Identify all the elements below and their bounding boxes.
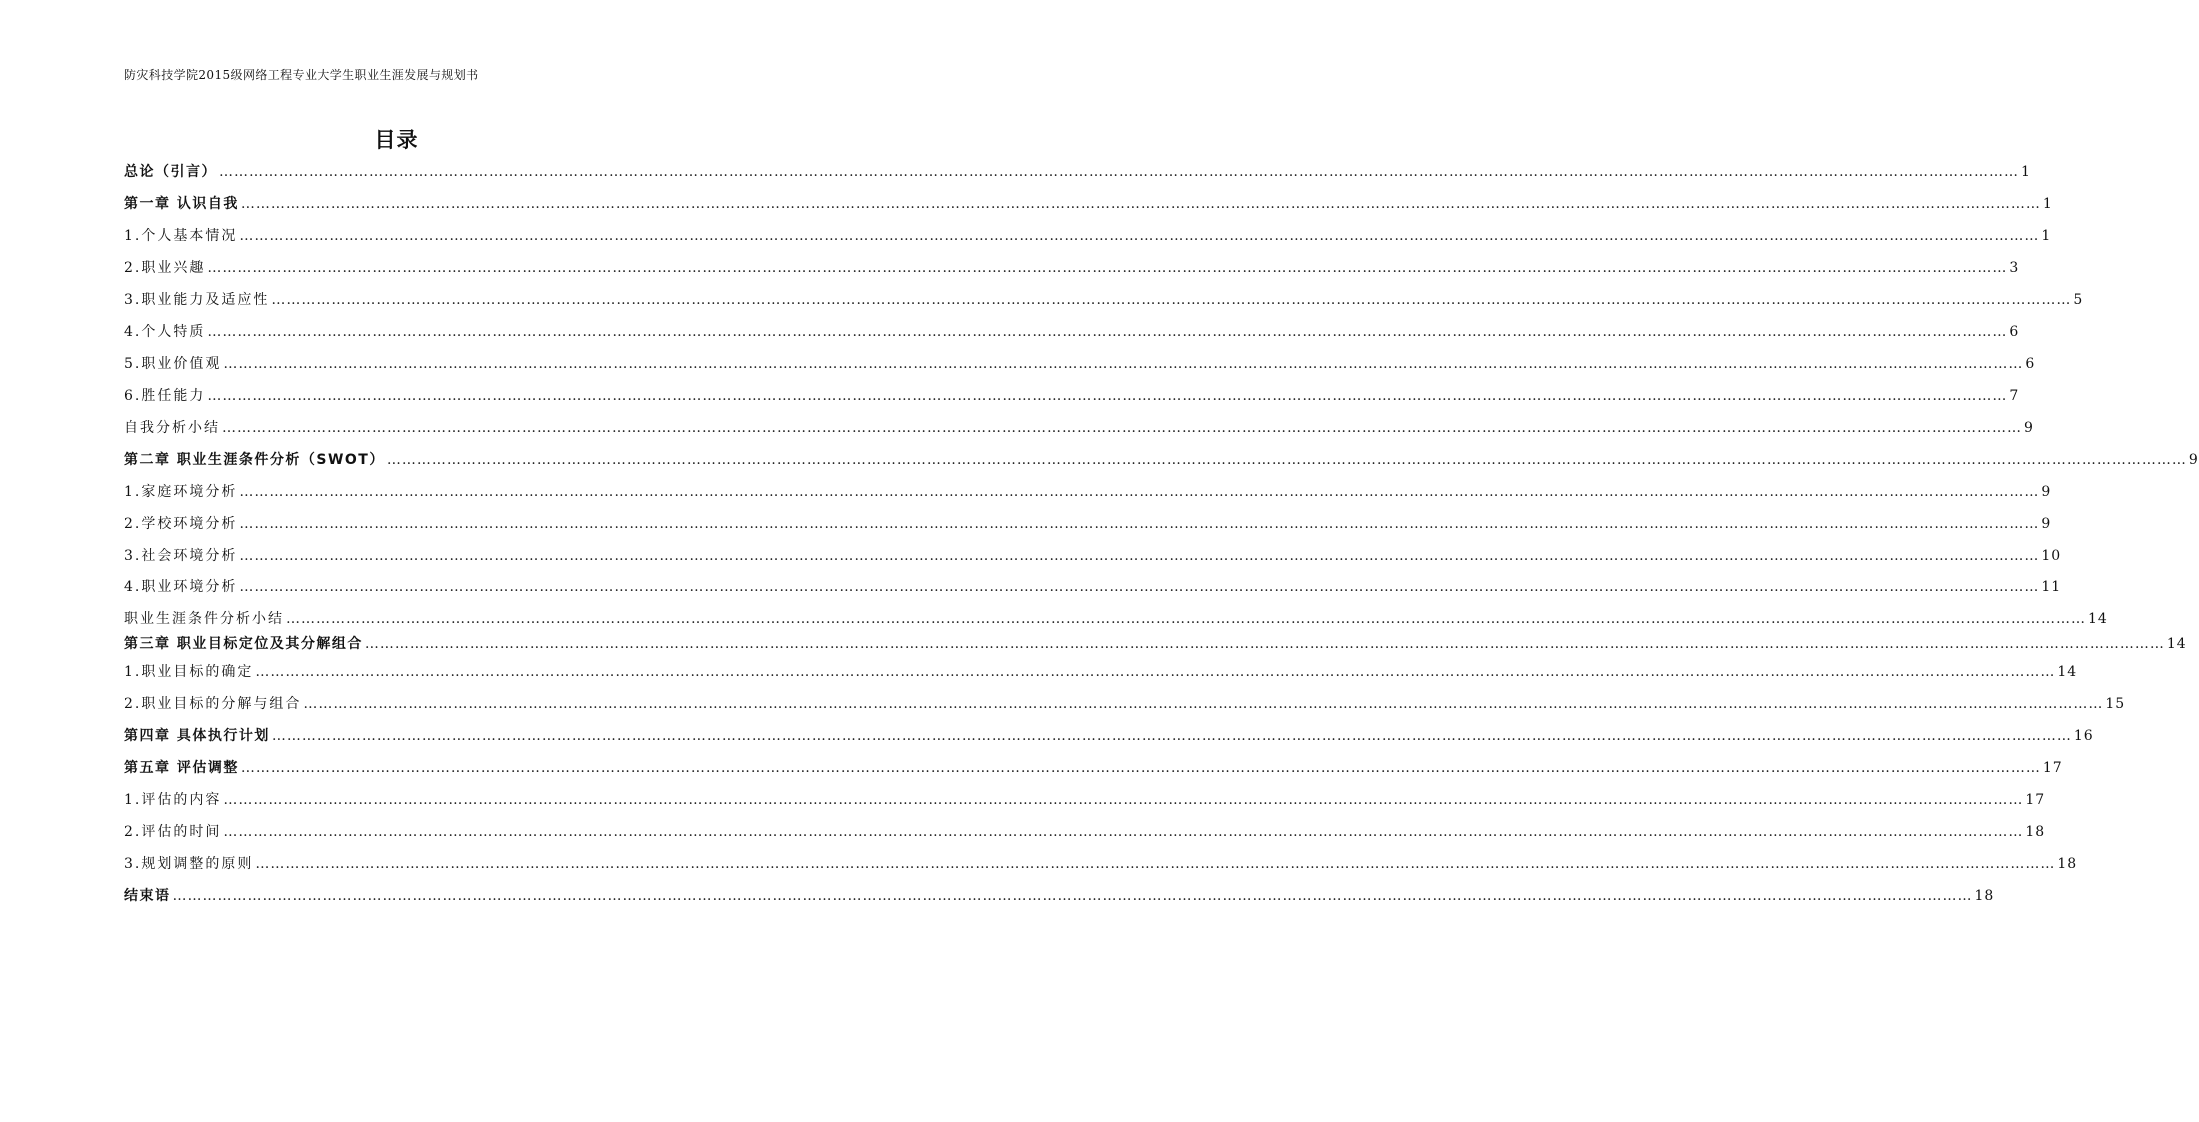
toc-chapter-entry[interactable] <box>124 724 2094 748</box>
toc-entry-label: 3.社会环境分析 <box>124 548 238 564</box>
toc-dot-leader: ……………………………………………………………………………………………………………………………………………………………………………………………………………………………………………………………………………………………………………………………… <box>222 420 2022 436</box>
toc-entry-label: 结束语 <box>124 888 171 904</box>
toc-entry[interactable] <box>124 416 2034 440</box>
toc-entry-label: 第三章 职业目标定位及其分解组合 <box>124 636 363 652</box>
toc-entry-label: 总论（引言） <box>124 164 217 180</box>
toc-page-number: 14 <box>2057 664 2078 680</box>
toc-entry-label: 职业生涯条件分析小结 <box>124 611 284 627</box>
toc-page-number: 11 <box>2041 579 2062 595</box>
toc-entry-label: 1.个人基本情况 <box>124 228 238 244</box>
toc-page-number: 18 <box>2057 856 2078 872</box>
toc-page-number: 14 <box>2088 611 2108 627</box>
toc-page-number: 1 <box>2021 164 2031 180</box>
toc-entry-label: 2.职业目标的分解与组合 <box>124 696 302 712</box>
toc-entry[interactable] <box>124 256 2020 280</box>
toc-dot-leader: ……………………………………………………………………………………………………………………………………………………………………………………………………………………………………………………………………………………………………………………………… <box>239 484 2040 500</box>
toc-entry-label: 1.评估的内容 <box>124 792 222 808</box>
toc-entry-label: 5.职业价值观 <box>124 356 222 372</box>
toc-entry[interactable] <box>124 852 2078 876</box>
toc-entry[interactable] <box>124 288 2084 312</box>
toc-entry[interactable] <box>124 544 2062 568</box>
toc-page-number: 9 <box>2041 484 2052 500</box>
toc-dot-leader: ……………………………………………………………………………………………………………………………………………………………………………………………………………………………………………………………………………………………………………………………… <box>239 548 2040 564</box>
toc-title: 目录 <box>374 128 419 152</box>
toc-entry[interactable] <box>124 352 2036 376</box>
toc-page-number: 18 <box>2025 824 2046 840</box>
toc-entry-label: 1.职业目标的确定 <box>124 664 254 680</box>
toc-dot-leader: ……………………………………………………………………………………………………………………………………………………………………………………………………………………………………………………………………………………………………………………………… <box>239 228 2040 244</box>
toc-entry[interactable] <box>124 384 2020 408</box>
toc-entry-label: 2.评估的时间 <box>124 824 222 840</box>
toc-entry[interactable] <box>124 820 2046 844</box>
toc-entry-label: 3.职业能力及适应性 <box>124 292 270 308</box>
toc-entry-label: 第一章 认识自我 <box>124 196 239 212</box>
toc-entry-label: 4.职业环境分析 <box>124 579 238 595</box>
toc-entry-label: 2.学校环境分析 <box>124 516 238 532</box>
toc-dot-leader: ……………………………………………………………………………………………………………………………………………………………………………………………………………………………………………………………………………………………………………………………… <box>207 260 2008 276</box>
toc-page-number: 17 <box>2042 760 2063 776</box>
toc-chapter-entry[interactable] <box>124 884 1995 908</box>
toc-dot-leader: ……………………………………………………………………………………………………………………………………………………………………………………………………………………………………………………………………………………………………………………………… <box>271 728 2072 744</box>
toc-entry[interactable] <box>124 692 2126 716</box>
toc-chapter-entry[interactable] <box>124 192 2053 216</box>
toc-dot-leader: ……………………………………………………………………………………………………………………………………………………………………………………………………………………………………………………………………………………………………………………………… <box>240 760 2041 776</box>
toc-dot-leader: ……………………………………………………………………………………………………………………………………………………………………………………………………………………………………………………………………………………………………………………………… <box>239 579 2040 595</box>
toc-page-number: 9 <box>2188 452 2199 468</box>
toc-entry-label: 4.个人特质 <box>124 324 206 340</box>
toc-dot-leader: ……………………………………………………………………………………………………………………………………………………………………………………………………………………………………………………………………………………………………………………………… <box>223 356 2024 372</box>
toc-entry[interactable] <box>124 607 2108 631</box>
toc-page-number: 7 <box>2009 388 2020 404</box>
toc-chapter-entry[interactable] <box>124 632 2187 656</box>
toc-dot-leader: ……………………………………………………………………………………………………………………………………………………………………………………………………………………………………………………………………………………………………………………………… <box>207 388 2008 404</box>
toc-dot-leader: ……………………………………………………………………………………………………………………………………………………………………………………………………………………………………………………………………………………………………………………………… <box>303 696 2104 712</box>
table-of-contents <box>124 0 2199 1122</box>
toc-page-number: 18 <box>1974 888 1995 904</box>
toc-entry-label: 第四章 具体执行计划 <box>124 728 270 744</box>
toc-dot-leader: ……………………………………………………………………………………………………………………………………………………………………………………………………………………………………………………………………………………………………………………………… <box>172 888 1973 904</box>
toc-dot-leader: ……………………………………………………………………………………………………………………………………………………………………………………………………………………………………………………………………………………………………………………………… <box>240 196 2041 212</box>
toc-entry[interactable] <box>124 224 2052 248</box>
toc-chapter-entry[interactable] <box>124 756 2063 780</box>
toc-page-number: 3 <box>2009 260 2020 276</box>
toc-page-number: 1 <box>2041 228 2052 244</box>
toc-entry-label: 2.职业兴趣 <box>124 260 206 276</box>
toc-page-number: 9 <box>2024 420 2034 436</box>
toc-chapter-entry[interactable] <box>124 448 2199 472</box>
toc-dot-leader: ……………………………………………………………………………………………………………………………………………………………………………………………………………………………………………………………………………………………………………………………… <box>207 324 2008 340</box>
toc-dot-leader: ……………………………………………………………………………………………………………………………………………………………………………………………………………………………………………………………………………………………………………………………… <box>386 452 2187 468</box>
toc-entry[interactable] <box>124 320 2020 344</box>
toc-entry[interactable] <box>124 660 2078 684</box>
toc-page-number: 1 <box>2042 196 2053 212</box>
toc-entry-label: 6.胜任能力 <box>124 388 206 404</box>
running-header: 防灾科技学院2015级网络工程专业大学生职业生涯发展与规划书 <box>124 68 479 82</box>
toc-page-number: 5 <box>2073 292 2084 308</box>
toc-page-number: 6 <box>2009 324 2020 340</box>
toc-page-number: 10 <box>2041 548 2062 564</box>
toc-entry[interactable] <box>124 788 2046 812</box>
toc-dot-leader: ……………………………………………………………………………………………………………………………………………………………………………………………………………………………………………………………………………………………………………………………… <box>255 664 2056 680</box>
toc-dot-leader: ……………………………………………………………………………………………………………………………………………………………………………………………………………………………………………………………………………………………………………………………… <box>239 516 2040 532</box>
toc-page-number: 9 <box>2041 516 2052 532</box>
toc-dot-leader: ……………………………………………………………………………………………………………………………………………………………………………………………………………………………………………………………………………………………………………………………… <box>286 611 2086 627</box>
toc-page-number: 14 <box>2166 636 2187 652</box>
toc-page-number: 16 <box>2073 728 2094 744</box>
toc-dot-leader: ……………………………………………………………………………………………………………………………………………………………………………………………………………………………………………………………………………………………………………………………… <box>223 792 2024 808</box>
toc-page-number: 6 <box>2025 356 2036 372</box>
toc-dot-leader: ……………………………………………………………………………………………………………………………………………………………………………………………………………………………………………………………………………………………………………………………… <box>255 856 2056 872</box>
toc-dot-leader: ……………………………………………………………………………………………………………………………………………………………………………………………………………………………………………………………………………………………………………………………… <box>223 824 2024 840</box>
toc-dot-leader: ……………………………………………………………………………………………………………………………………………………………………………………………………………………………………………………………………………………………………………………………… <box>364 636 2165 652</box>
toc-dot-leader: ……………………………………………………………………………………………………………………………………………………………………………………………………………………………………………………………………………………………………………………………… <box>271 292 2072 308</box>
toc-entry-label: 3.规划调整的原则 <box>124 856 254 872</box>
toc-page-number: 17 <box>2025 792 2046 808</box>
toc-entry-label: 第五章 评估调整 <box>124 760 239 776</box>
toc-page-number: 15 <box>2105 696 2126 712</box>
toc-entry-label: 自我分析小结 <box>124 420 220 436</box>
toc-entry[interactable] <box>124 575 2062 599</box>
toc-entry-label: 第二章 职业生涯条件分析（SWOT） <box>124 452 385 468</box>
toc-entry-label: 1.家庭环境分析 <box>124 484 238 500</box>
toc-chapter-entry[interactable] <box>124 160 2031 184</box>
toc-dot-leader: ……………………………………………………………………………………………………………………………………………………………………………………………………………………………………………………………………………………………………………………………… <box>219 164 2019 180</box>
toc-entry[interactable] <box>124 512 2052 536</box>
toc-entry[interactable] <box>124 480 2052 504</box>
